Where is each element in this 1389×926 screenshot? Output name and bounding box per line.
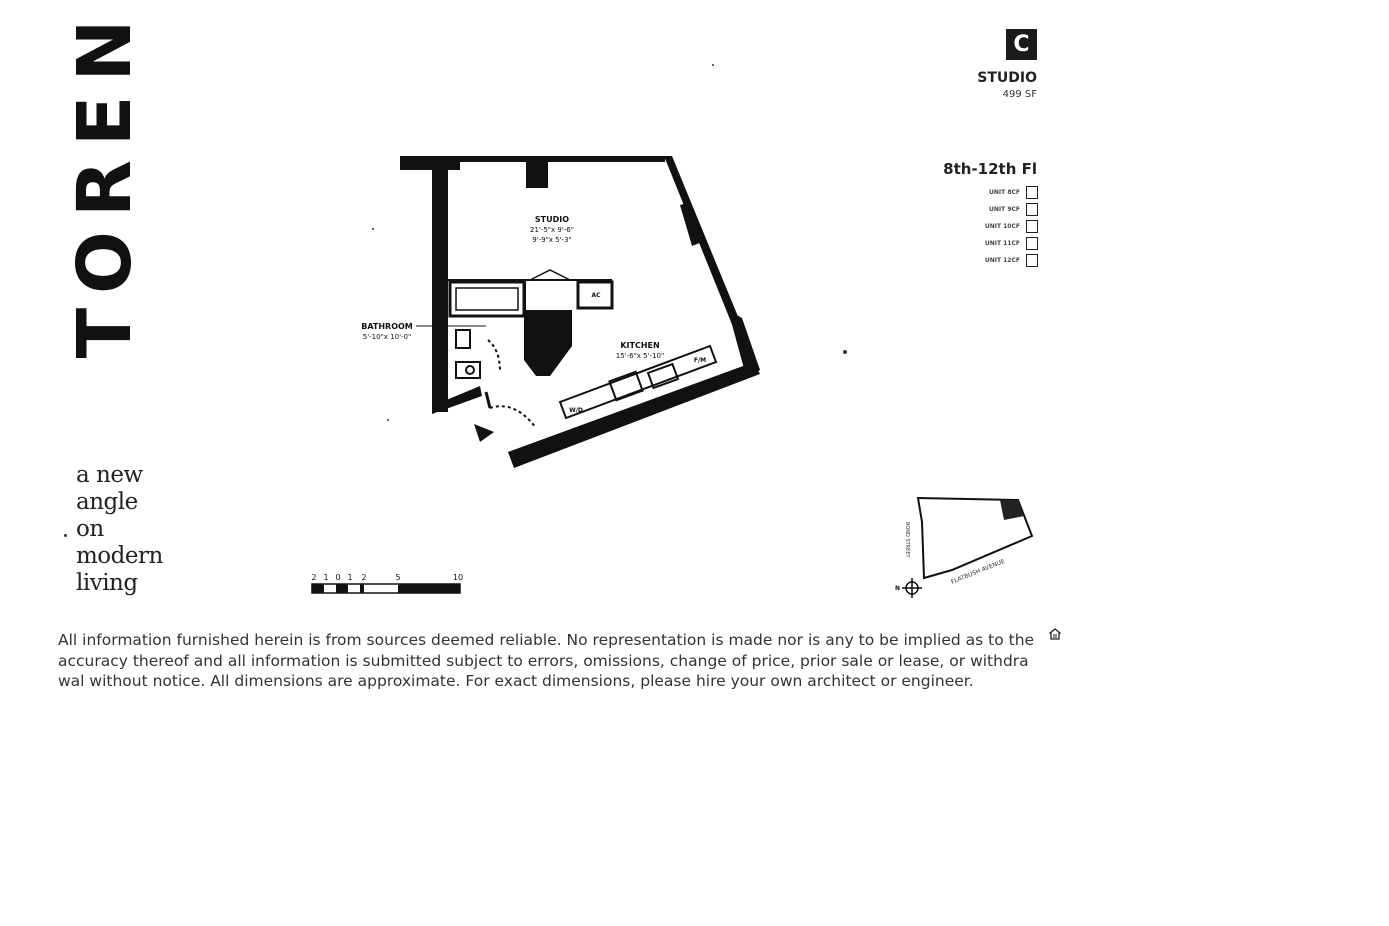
room-dims-studio: 21'-5"x 9'-6" xyxy=(530,226,574,234)
unit-label: UNIT 12CF xyxy=(984,256,1020,264)
scale-tick: 2 xyxy=(311,573,317,582)
brand-name: TOREN xyxy=(62,5,148,359)
unit-checkbox xyxy=(1026,186,1038,199)
unit-list xyxy=(958,184,1038,269)
unit-checkbox xyxy=(1026,220,1038,233)
floor-range: 8th-12th Fl xyxy=(943,160,1037,178)
fixture-wd: W/D xyxy=(569,407,583,414)
fixture-ac: AC xyxy=(591,292,601,299)
unit-size: 499 SF xyxy=(1002,89,1037,100)
north-arrow-icon xyxy=(902,578,922,598)
tagline-line: angle xyxy=(76,489,138,515)
room-name-kitchen: KITCHEN xyxy=(620,341,660,350)
scale-tick: 10 xyxy=(452,573,464,582)
scale-tick: 0 xyxy=(335,573,341,582)
disclaimer-text: All information furnished herein is from sources deemed reliable. No representation is made nor is any to be implied as to the accuracy thereof and all information is submitted subject to errors, omissions, change of price, prior sale or lease, or withdrawal without notice. All dimensions are approximate. For exact dimensions, please hire your own architect or engineer. xyxy=(58,631,1035,690)
tagline xyxy=(76,462,196,597)
unit-letter-badge: C xyxy=(1006,29,1037,60)
scale-tick: 5 xyxy=(395,573,401,582)
unit-label: UNIT 8CF xyxy=(989,188,1020,196)
floorplan-walls xyxy=(400,156,760,468)
unit-row xyxy=(958,235,1038,251)
scan-speck xyxy=(64,534,67,537)
scale-ticks xyxy=(311,573,463,582)
entry-arrow-icon xyxy=(474,424,494,442)
unit-row xyxy=(958,218,1038,234)
scale-tick: 2 xyxy=(361,573,367,582)
unit-label: UNIT 10CF xyxy=(984,222,1020,230)
scan-speck xyxy=(387,419,389,421)
unit-row xyxy=(958,252,1038,268)
room-dims-bathroom: 5'-10"x 10'-0" xyxy=(362,333,412,341)
north-label: N xyxy=(895,585,901,592)
scan-speck xyxy=(712,64,714,66)
key-plan xyxy=(892,492,1040,600)
fixture-fm: F/M xyxy=(693,357,707,364)
unit-row xyxy=(958,184,1038,200)
scan-speck xyxy=(843,350,847,354)
brand-logo xyxy=(62,5,148,359)
equal-housing-icon xyxy=(1049,628,1061,640)
tagline-line: living xyxy=(76,570,138,596)
unit-checkbox xyxy=(1026,237,1038,250)
tagline-line: modern xyxy=(76,543,163,569)
keyplan-street-bottom: FLATBUSH AVENUE xyxy=(950,557,1006,586)
room-dims-studio-alcove: 9'-9"x 5'-3" xyxy=(532,236,572,244)
unit-row xyxy=(958,201,1038,217)
unit-type: STUDIO xyxy=(977,70,1037,86)
unit-checkbox xyxy=(1026,203,1038,216)
floorplan-drawing xyxy=(350,150,770,480)
unit-label: UNIT 9CF xyxy=(989,205,1020,213)
tagline-line: a new xyxy=(76,462,143,488)
room-dims-kitchen: 15'-6"x 5'-10" xyxy=(615,352,665,360)
scan-speck xyxy=(372,228,374,230)
scale-tick: 1 xyxy=(347,573,353,582)
tagline-line: on xyxy=(76,516,104,542)
room-name-bathroom: BATHROOM xyxy=(361,322,413,331)
scale-tick: 1 xyxy=(323,573,329,582)
keyplan-street-left: BOND STREET xyxy=(904,522,910,558)
unit-label: UNIT 11CF xyxy=(984,239,1020,247)
room-name-studio: STUDIO xyxy=(534,215,570,224)
scale-bar xyxy=(308,572,468,598)
unit-checkbox xyxy=(1026,254,1038,267)
